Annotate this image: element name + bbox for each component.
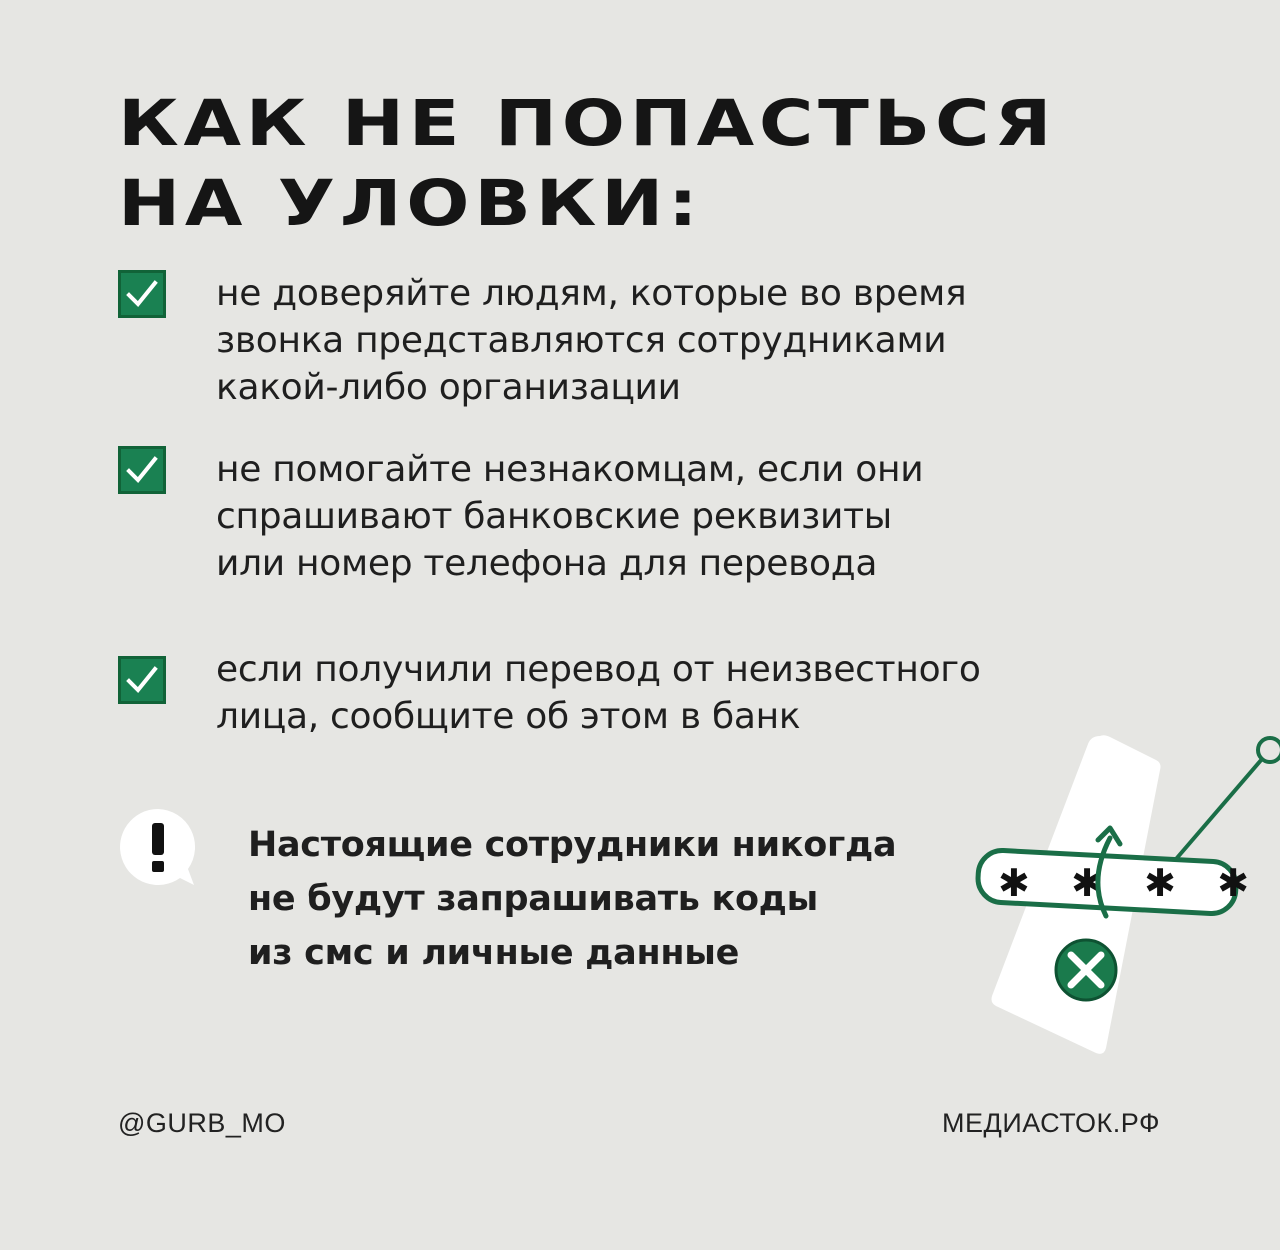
notice-line: Настоящие сотрудники никогда — [248, 825, 897, 865]
footer-site: МЕДИАСТОК.РФ — [942, 1108, 1160, 1138]
tip-line: спрашивают банковские реквизиты — [216, 496, 892, 537]
tip-line: звонка представляются сотрудниками — [216, 320, 947, 361]
close-circle-icon — [1056, 940, 1116, 1000]
notice-text — [248, 818, 896, 980]
tip-line: не помогайте незнакомцам, если они — [216, 449, 924, 490]
tip-line: какой-либо организации — [216, 367, 681, 408]
tip-line: лица, сообщите об этом в банк — [216, 696, 801, 737]
footer-handle: @GURB_MO — [118, 1108, 286, 1138]
tip-text — [216, 446, 1146, 587]
checkbox-icon — [118, 446, 166, 494]
password-field-icon — [977, 849, 1263, 914]
tip-text — [216, 646, 1146, 740]
tip-line: если получили перевод от неизвестного — [216, 649, 981, 690]
tip-line: или номер телефона для перевода — [216, 543, 878, 584]
title-line-1: КАК НЕ ПОПАСТЬСЯ — [118, 87, 1057, 160]
code-mask: ✱ ✱ ✱ ✱ — [998, 861, 1264, 905]
notice-line: не будут запрашивать коды — [248, 879, 819, 919]
page-title — [118, 84, 1056, 244]
notice-line: из смс и личные данные — [248, 933, 740, 973]
phishing-illustration — [960, 730, 1280, 1070]
bottom-strip — [0, 1250, 1280, 1257]
tip-line: не доверяйте людям, которые во время — [216, 273, 967, 314]
checkbox-icon — [118, 270, 166, 318]
exclamation-bubble-icon — [118, 807, 198, 887]
tip-text — [216, 270, 1146, 411]
title-line-2: НА УЛОВКИ: — [118, 167, 703, 240]
checkbox-icon — [118, 656, 166, 704]
